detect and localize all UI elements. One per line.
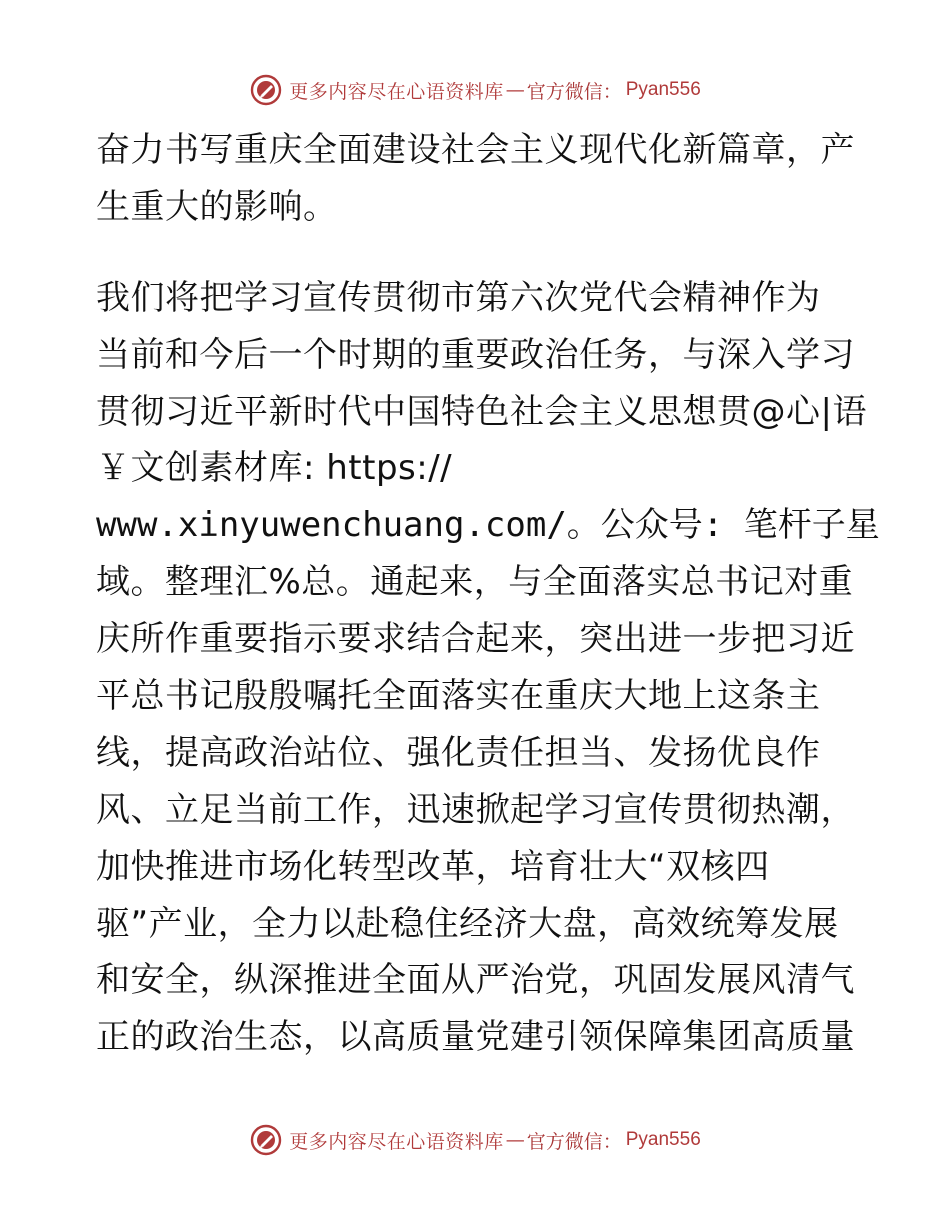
header-wechat-account: Pyan556: [625, 79, 701, 100]
body-line: 和安全，纵深推进全面从严治党，巩固发展风清气: [96, 960, 855, 1001]
header-dash: —: [505, 79, 525, 101]
body-line: 生重大的影响。: [96, 186, 338, 227]
body-line-url[interactable]: www.xinyuwenchuang.com/。公众号: 笔杆子星: [96, 505, 880, 546]
header-wechat-label: 官方微信：: [526, 80, 622, 103]
body-line: 正的政治生态，以高质量党建引领保障集团高质量: [96, 1017, 855, 1058]
header-banner: [0, 70, 950, 110]
body-line: 加快推进市场化转型改革，培育壮大“双核四: [96, 846, 770, 887]
document-body: [96, 122, 880, 1066]
header-library-link[interactable]: 更多内容尽在心语资料库: [289, 80, 504, 103]
body-line: 域。整理汇%总。通起来，与全面落实总书记对重: [96, 562, 854, 603]
footer-banner: [0, 1120, 950, 1160]
body-line: 风、立足当前工作，迅速掀起学习宣传贯彻热潮，: [96, 789, 855, 830]
footer-wechat-label: 官方微信：: [526, 1130, 622, 1153]
body-line: ￥文创素材库: https://: [96, 448, 453, 489]
body-line: 线，提高政治站位、强化责任担当、发扬优良作: [96, 732, 821, 773]
body-line: 当前和今后一个时期的重要政治任务，与深入学习: [96, 334, 855, 375]
pen-logo-icon: [249, 73, 283, 107]
pen-logo-icon: [249, 1123, 283, 1157]
body-line: 我们将把学习宣传贯彻市第六次党代会精神作为: [96, 277, 821, 318]
paragraph-gap: [96, 236, 866, 270]
body-line: 驱”产业，全力以赴稳住经济大盘，高效统筹发展: [96, 903, 839, 944]
footer-dash: —: [505, 1129, 525, 1151]
body-line: 庆所作重要指示要求结合起来，突出进一步把习近: [96, 619, 855, 660]
body-line: 奋力书写重庆全面建设社会主义现代化新篇章，产: [96, 130, 855, 170]
footer-library-link[interactable]: 更多内容尽在心语资料库: [289, 1130, 504, 1153]
body-line: 贯彻习近平新时代中国特色社会主义思想贯@心|语: [96, 391, 867, 432]
footer-wechat-account: Pyan556: [625, 1129, 701, 1150]
body-line: 平总书记殷殷嘱托全面落实在重庆大地上这条主: [96, 676, 821, 717]
